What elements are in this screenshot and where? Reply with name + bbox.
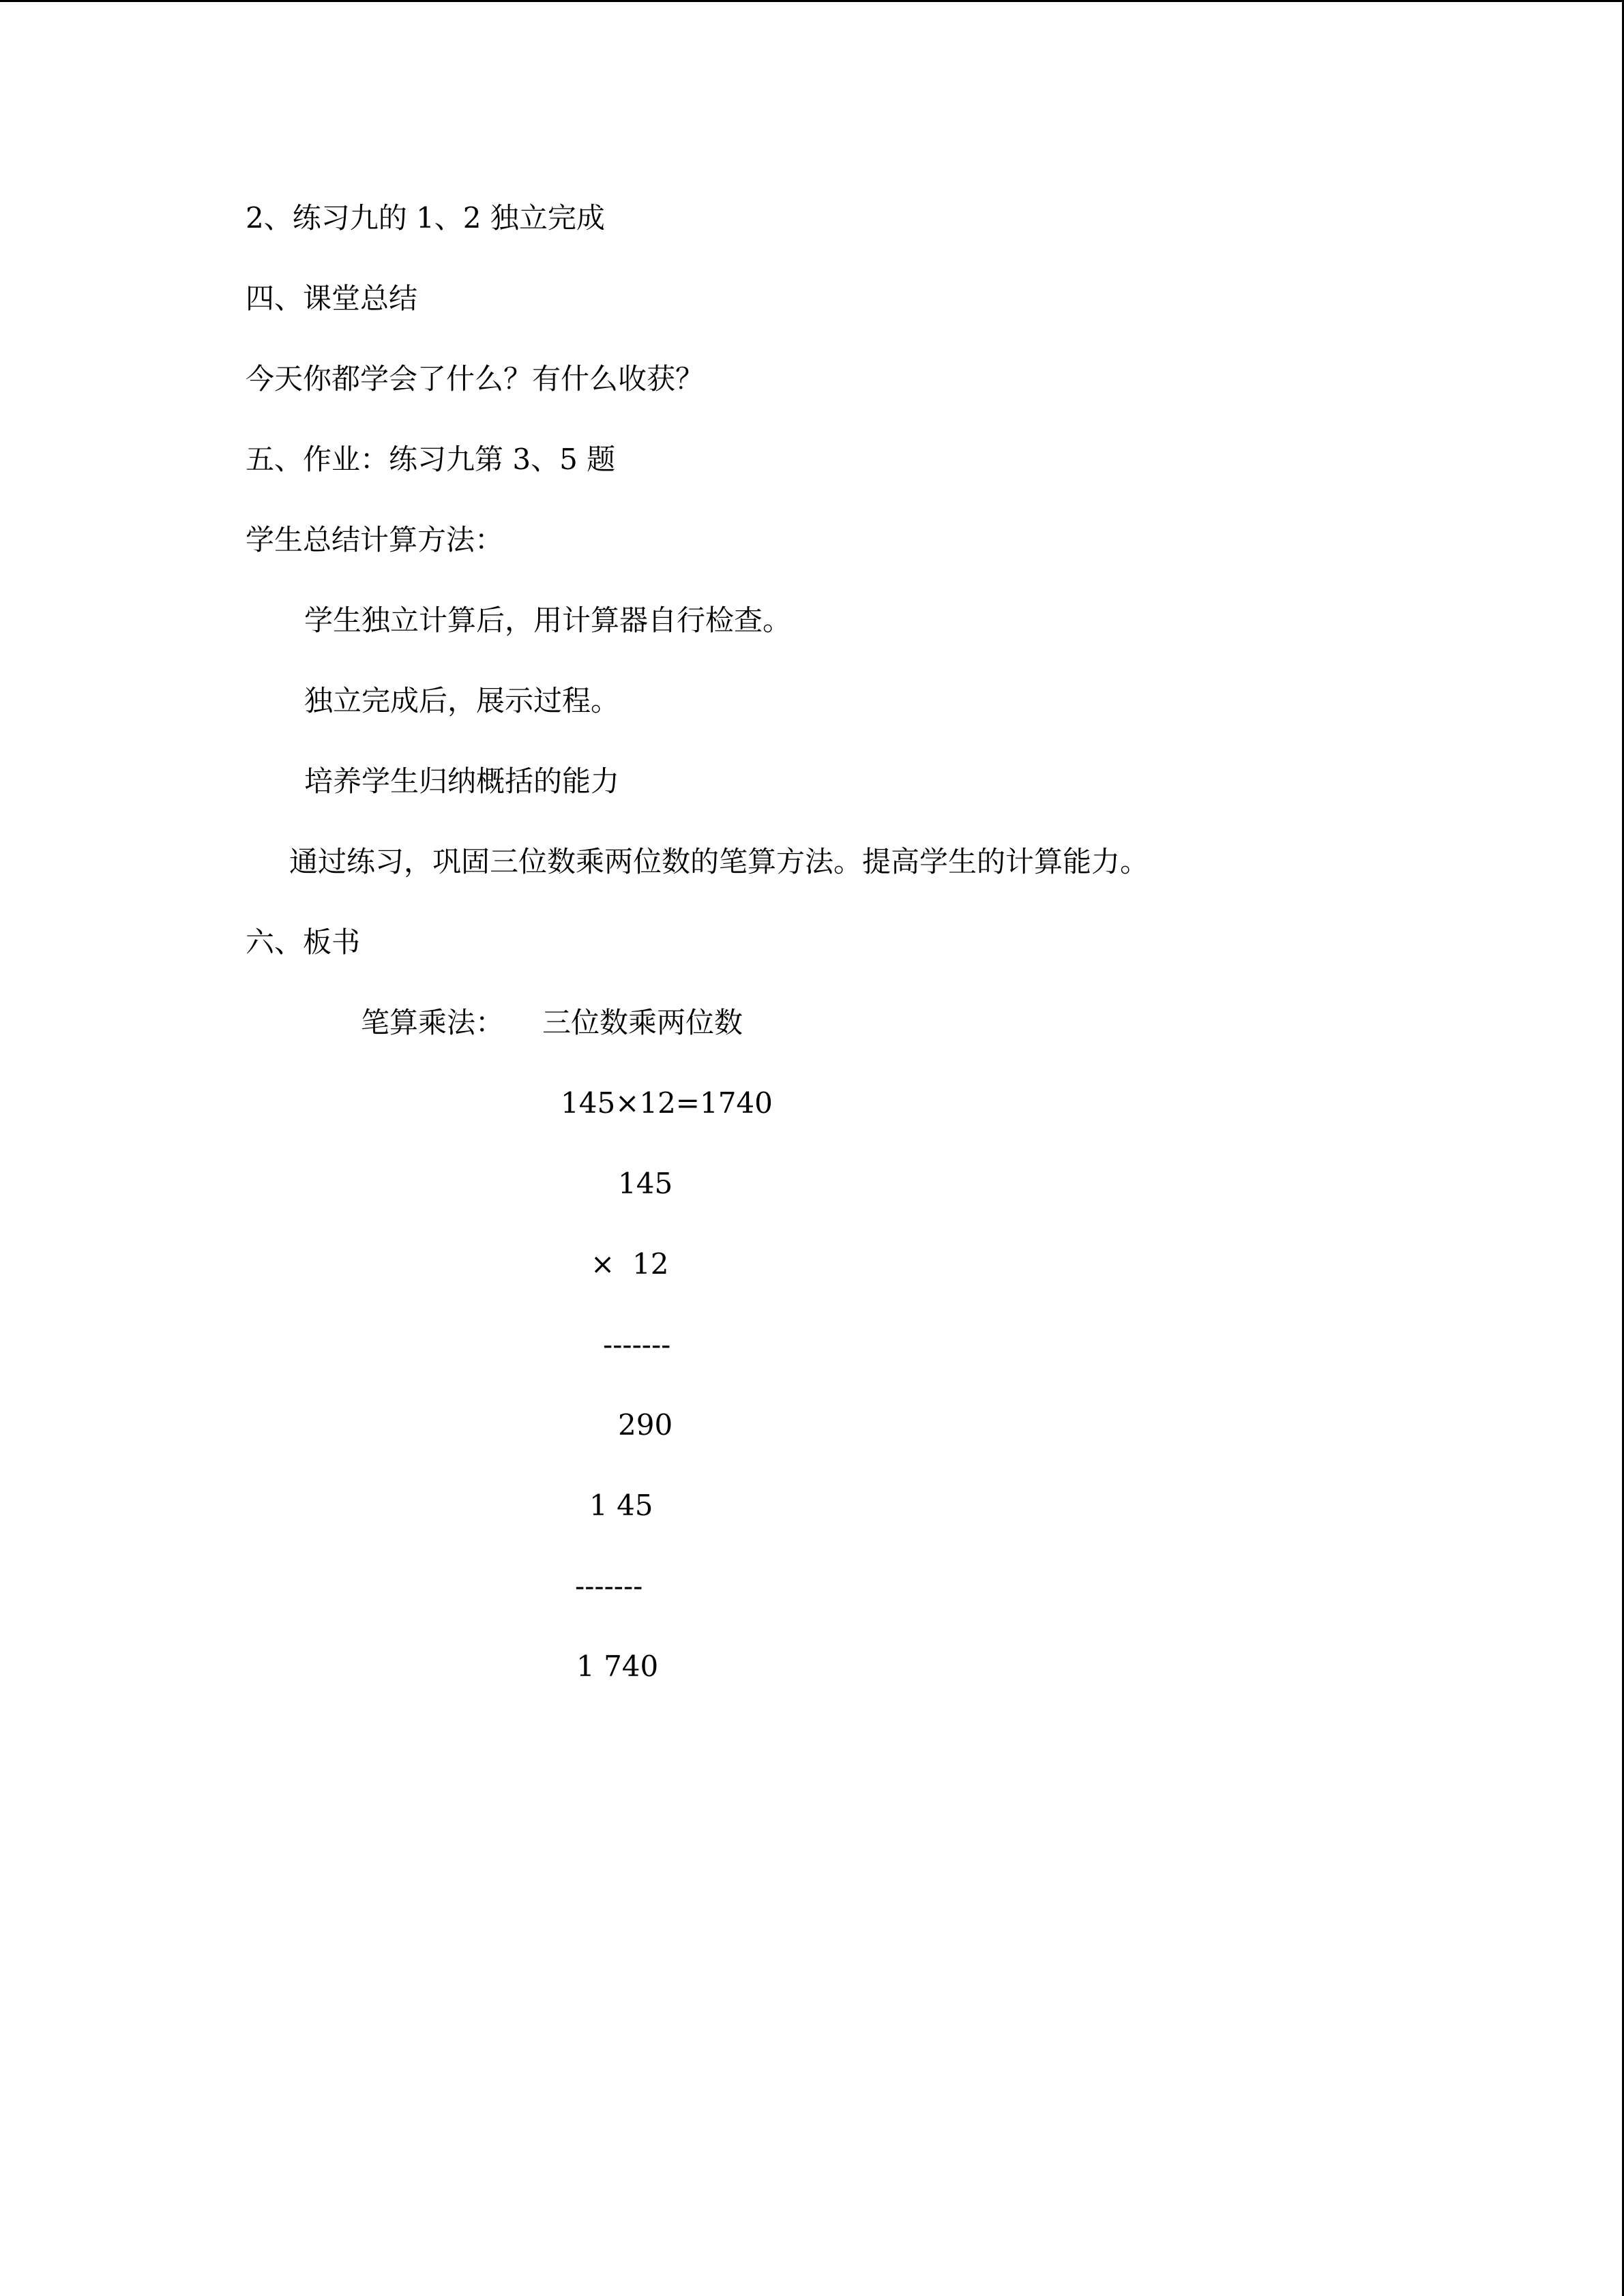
text-line-consolidate: 通过练习，巩固三位数乘两位数的笔算方法。提高学生的计算能力。 <box>289 845 1149 878</box>
board-partial-product-2: 1 45 <box>589 1489 653 1522</box>
heading-homework: 五、作业：练习九第 3、5 题 <box>246 443 616 476</box>
text-line-ability: 培养学生归纳概括的能力 <box>304 764 620 798</box>
board-partial-product-1: 290 <box>618 1408 673 1442</box>
text-line-question: 今天你都学会了什么？有什么收获？ <box>246 362 705 396</box>
board-rule-1: ------- <box>603 1328 671 1361</box>
board-multiplicand: 145 <box>618 1167 673 1200</box>
heading-blackboard: 六、板书 <box>246 925 361 959</box>
text-line-show-process: 独立完成后，展示过程。 <box>304 684 620 717</box>
board-rule-2: ------- <box>575 1569 643 1602</box>
text-line-practice: 2、练习九的 1、2 独立完成 <box>246 201 605 235</box>
board-title-left: 笔算乘法： <box>361 1006 505 1039</box>
text-line-self-check: 学生独立计算后，用计算器自行检查。 <box>304 603 792 637</box>
page-border-top <box>0 0 1624 2</box>
board-title-right: 三位数乘两位数 <box>542 1006 743 1039</box>
board-result: 1 740 <box>576 1650 659 1683</box>
board-multiplier-sign: × <box>591 1247 615 1281</box>
board-equation: 145×12=1740 <box>561 1086 773 1120</box>
board-multiplier: 12 <box>632 1247 669 1281</box>
heading-class-summary: 四、课堂总结 <box>246 282 418 315</box>
text-line-method-summary: 学生总结计算方法： <box>246 523 504 556</box>
